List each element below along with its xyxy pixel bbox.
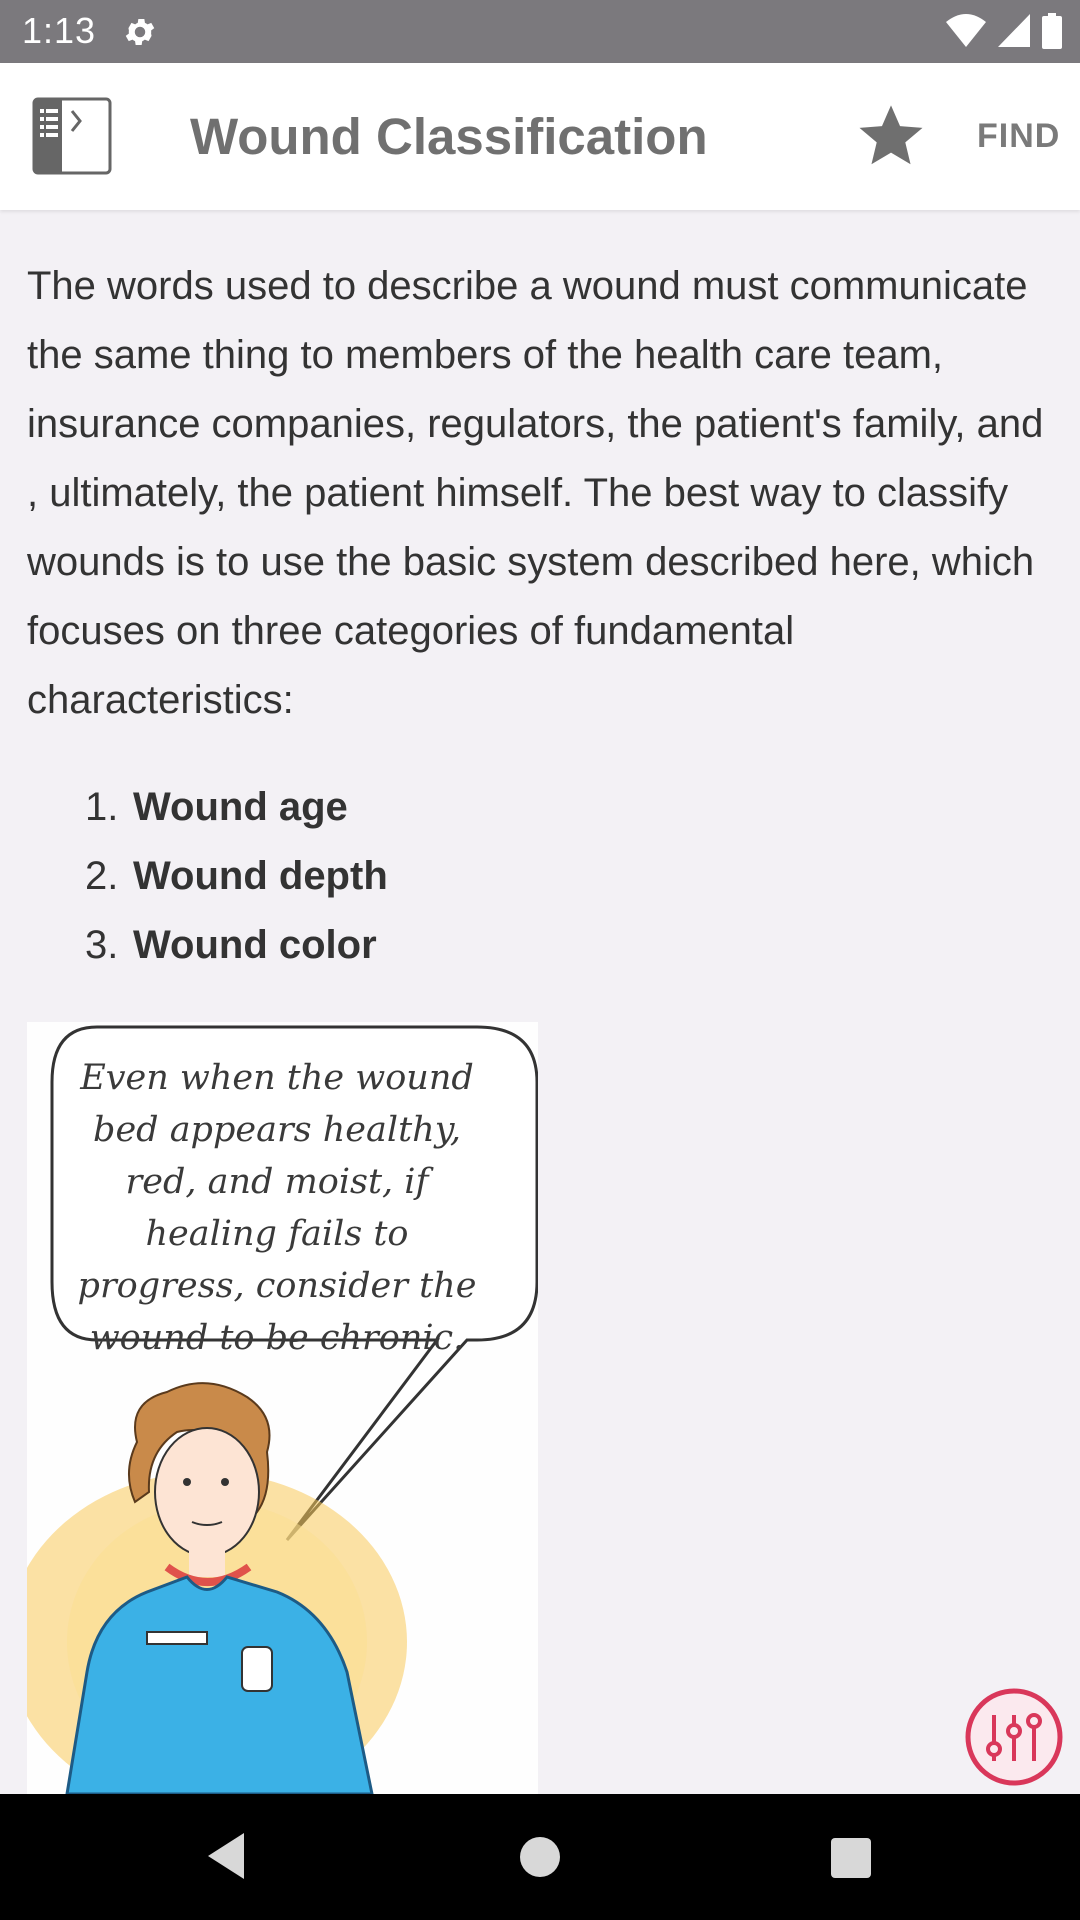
classification-list [27,773,1057,980]
equalizer-icon[interactable] [964,1687,1064,1787]
nurse-illustration [27,1022,538,1794]
status-time: 1:13 [22,10,97,51]
list-item-number: 3. [85,923,119,967]
speech-bubble-text: Even when the wound bed appears healthy, red, and moist, if healing fails to progress, consider the wound to be chronic. [77,1058,477,1358]
navigation-bar [0,1794,1080,1920]
home-icon[interactable] [520,1837,560,1877]
find-button[interactable]: FIND [977,117,1061,155]
list-item-text: Wound age [133,785,348,829]
page-title: Wound Classification [190,108,708,165]
signal-icon [998,14,1030,48]
settings-icon [122,14,158,50]
status-bar [0,0,1080,63]
list-item [27,911,1057,980]
battery-icon [1042,13,1062,49]
intro-paragraph: The words used to describe a wound must communicate the same thing to members of the health care team, insurance companies, regulators, the patient's family, and , ultimately, the patient himself. The best way to classify wounds is to use the basic system described here, which focuses on three categories of fundamental characteristics: [27,264,1044,722]
list-item [27,842,1057,911]
list-item-text: Wound color [133,923,377,967]
list-item-number: 1. [85,785,119,829]
recent-apps-icon[interactable] [831,1838,871,1878]
star-icon[interactable] [855,101,927,171]
book-menu-icon[interactable] [32,97,114,177]
wifi-icon [946,14,986,48]
back-icon[interactable] [206,1831,246,1881]
list-item-text: Wound depth [133,854,388,898]
list-item [27,773,1057,842]
list-item-number: 2. [85,854,119,898]
app-bar [0,63,1080,210]
article-content [27,210,1057,980]
